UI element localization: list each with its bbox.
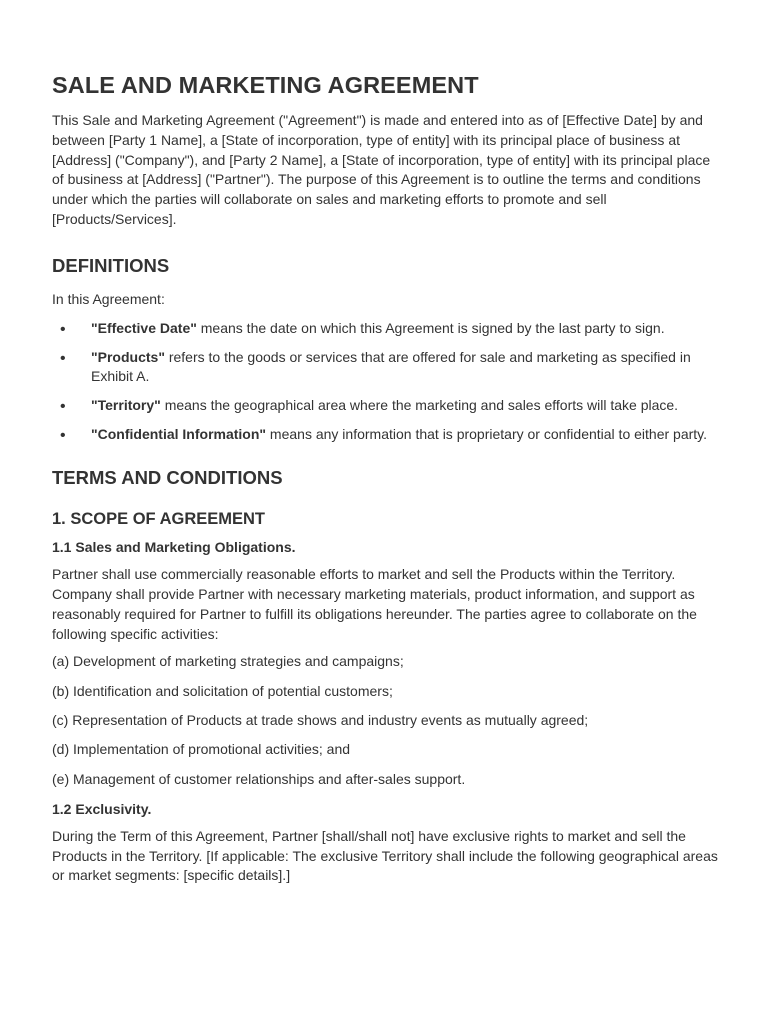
definitions-lead: In this Agreement: <box>52 290 165 307</box>
definition-text: means the geographical area where the marketing and sales efforts will take place. <box>160 397 679 414</box>
bullet-icon: • <box>60 427 66 445</box>
definitions-heading: DEFINITIONS <box>52 254 170 276</box>
definition-term: "Effective Date" <box>91 319 197 336</box>
activity-item-c: (c) Representation of Products at trade shows and industry events as mutually agreed; <box>52 711 589 728</box>
activity-item-d: (d) Implementation of promotional activities; and <box>52 741 351 758</box>
bullet-icon: • <box>60 398 66 416</box>
activity-item-e: (e) Management of customer relationships and after-sales support. <box>52 770 466 787</box>
definition-item <box>52 396 722 416</box>
definition-item <box>52 348 722 388</box>
clause-1-2-body: During the Term of this Agreement, Partner [shall/shall not] have exclusive rights to market and sell the Products in the Territory. [If applicable: The exclusive Territory shall include the following geographical areas or market segments: [specific details].] <box>52 827 718 884</box>
definitions-list <box>52 319 722 446</box>
definition-item <box>52 319 722 339</box>
bullet-icon: • <box>60 320 66 338</box>
definition-text: refers to the goods or services that are offered for sale and marketing as specified in Exhibit A. <box>91 348 691 385</box>
definition-term: "Products" <box>91 348 165 365</box>
scope-heading: 1. SCOPE OF AGREEMENT <box>52 510 266 529</box>
definition-term: "Confidential Information" <box>91 426 267 443</box>
definition-text: means any information that is proprietary or confidential to either party. <box>266 426 708 443</box>
definition-item <box>52 425 722 445</box>
document-title: SALE AND MARKETING AGREEMENT <box>52 72 479 98</box>
activity-item-a: (a) Development of marketing strategies and campaigns; <box>52 653 404 670</box>
intro-paragraph: This Sale and Marketing Agreement ("Agreement") is made and entered into as of [Effective Date] by and between [Party 1 Name], a [State of incorporation, type of entity] with its principal place of business at [Address] ("Company"), and [Party 2 Name], a [State of incorporation, type of entity] with its principal place of business at [Address] ("Partner"). The purpose of this Agreement is to outline the terms and conditions under which the parties will collaborate on sales and marketing efforts to promote and sell [Products/Services]. <box>52 112 711 227</box>
document-page <box>52 68 722 894</box>
bullet-icon: • <box>60 349 66 367</box>
clause-1-2-heading: 1.2 Exclusivity. <box>52 800 152 817</box>
clause-1-1-body: Partner shall use commercially reasonable efforts to market and sell the Products within the Territory. Company shall provide Partner with necessary marketing materials, product information, and support as reasonably required for Partner to fulfill its obligations hereunder. The parties agree to collaborate on the following specific activities: <box>52 566 697 642</box>
activity-item-b: (b) Identification and solicitation of potential customers; <box>52 682 393 699</box>
terms-heading: TERMS AND CONDITIONS <box>52 467 283 489</box>
definition-text: means the date on which this Agreement is signed by the last party to sign. <box>196 319 665 336</box>
clause-1-1-heading: 1.1 Sales and Marketing Obligations. <box>52 539 296 556</box>
definition-term: "Territory" <box>91 397 161 414</box>
